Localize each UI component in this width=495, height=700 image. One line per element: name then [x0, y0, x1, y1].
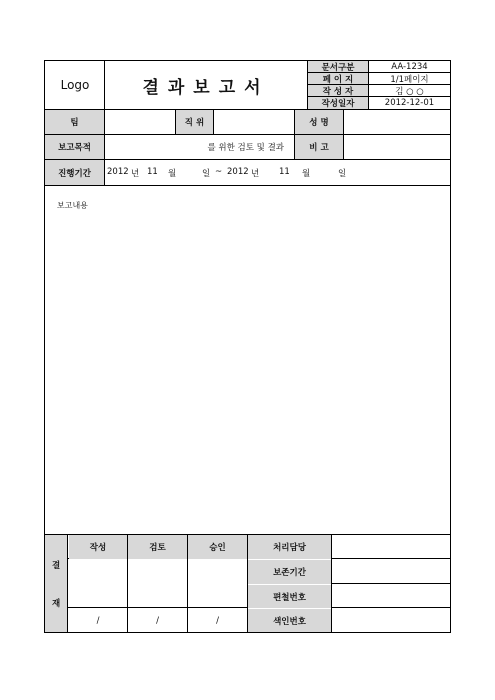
- content-area[interactable]: [45, 186, 450, 534]
- index-number-label: 색인번호: [248, 609, 331, 632]
- signature-box-approve[interactable]: [188, 560, 247, 608]
- start-month-unit: 월: [168, 169, 177, 179]
- name-label: 성 명: [295, 110, 344, 134]
- handler-field[interactable]: [332, 535, 450, 559]
- meta-label-doc-type: 문서구분: [308, 61, 368, 73]
- meta-value-author: 김 ○ ○: [369, 85, 450, 97]
- position-label: 직 위: [176, 110, 214, 134]
- meta-value-doc-type: AA-1234: [369, 61, 450, 73]
- approval-header-review: 검토: [128, 535, 187, 559]
- period-label: 진행기간: [45, 160, 105, 185]
- start-month: 11: [147, 167, 158, 177]
- logo: Logo: [60, 78, 90, 92]
- approval-side-char-1: 결: [52, 561, 61, 571]
- period-field[interactable]: [105, 160, 450, 185]
- report-form: [44, 60, 451, 633]
- name-field[interactable]: [344, 110, 450, 134]
- meta-label-page: 페 이 지: [308, 73, 368, 85]
- end-year-unit: 년: [251, 169, 260, 179]
- meta-value-date: 2012-12-01: [384, 98, 435, 108]
- end-day-unit: 일: [338, 169, 347, 179]
- purpose-field[interactable]: 를 위한 검토 및 결과: [105, 135, 295, 159]
- meta-value-page: 1/1페이지: [369, 73, 450, 85]
- approval-header-author: 작성: [69, 535, 127, 559]
- end-month-unit: 월: [302, 169, 311, 179]
- retention-field[interactable]: [332, 560, 450, 584]
- sign-date-author[interactable]: /: [96, 615, 100, 626]
- start-day-unit: 일: [202, 169, 211, 179]
- approval-side-char-2: 재: [52, 599, 61, 609]
- start-year: 2012: [107, 167, 129, 177]
- content-label: 보고내용: [57, 201, 88, 210]
- binding-number-label: 편철번호: [248, 585, 331, 608]
- binding-number-field[interactable]: [332, 585, 450, 608]
- end-year: 2012: [227, 167, 249, 177]
- signature-box-author[interactable]: [69, 560, 127, 608]
- meta-label-author: 작 성 자: [308, 85, 368, 97]
- purpose-label: 보고목적: [45, 135, 105, 159]
- approval-side-label: [45, 535, 68, 632]
- position-field[interactable]: [214, 110, 295, 134]
- meta-label-date: 작성일자: [308, 97, 368, 109]
- sign-date-approve[interactable]: /: [216, 615, 219, 626]
- handler-label: 처리담당: [248, 535, 331, 559]
- sign-date-review[interactable]: /: [156, 615, 159, 626]
- period-separator: ~: [215, 167, 223, 177]
- note-label: 비 고: [295, 135, 344, 159]
- note-field[interactable]: [344, 135, 450, 159]
- team-field[interactable]: [105, 110, 176, 134]
- start-year-unit: 년: [131, 169, 140, 179]
- document-title: 결과보고서: [142, 77, 270, 98]
- signature-box-review[interactable]: [128, 560, 187, 608]
- end-month: 11: [279, 167, 290, 177]
- team-label: 팀: [45, 110, 105, 134]
- retention-label: 보존기간: [248, 560, 331, 584]
- index-number-field[interactable]: [332, 609, 450, 632]
- approval-header-approve: 승인: [188, 535, 247, 559]
